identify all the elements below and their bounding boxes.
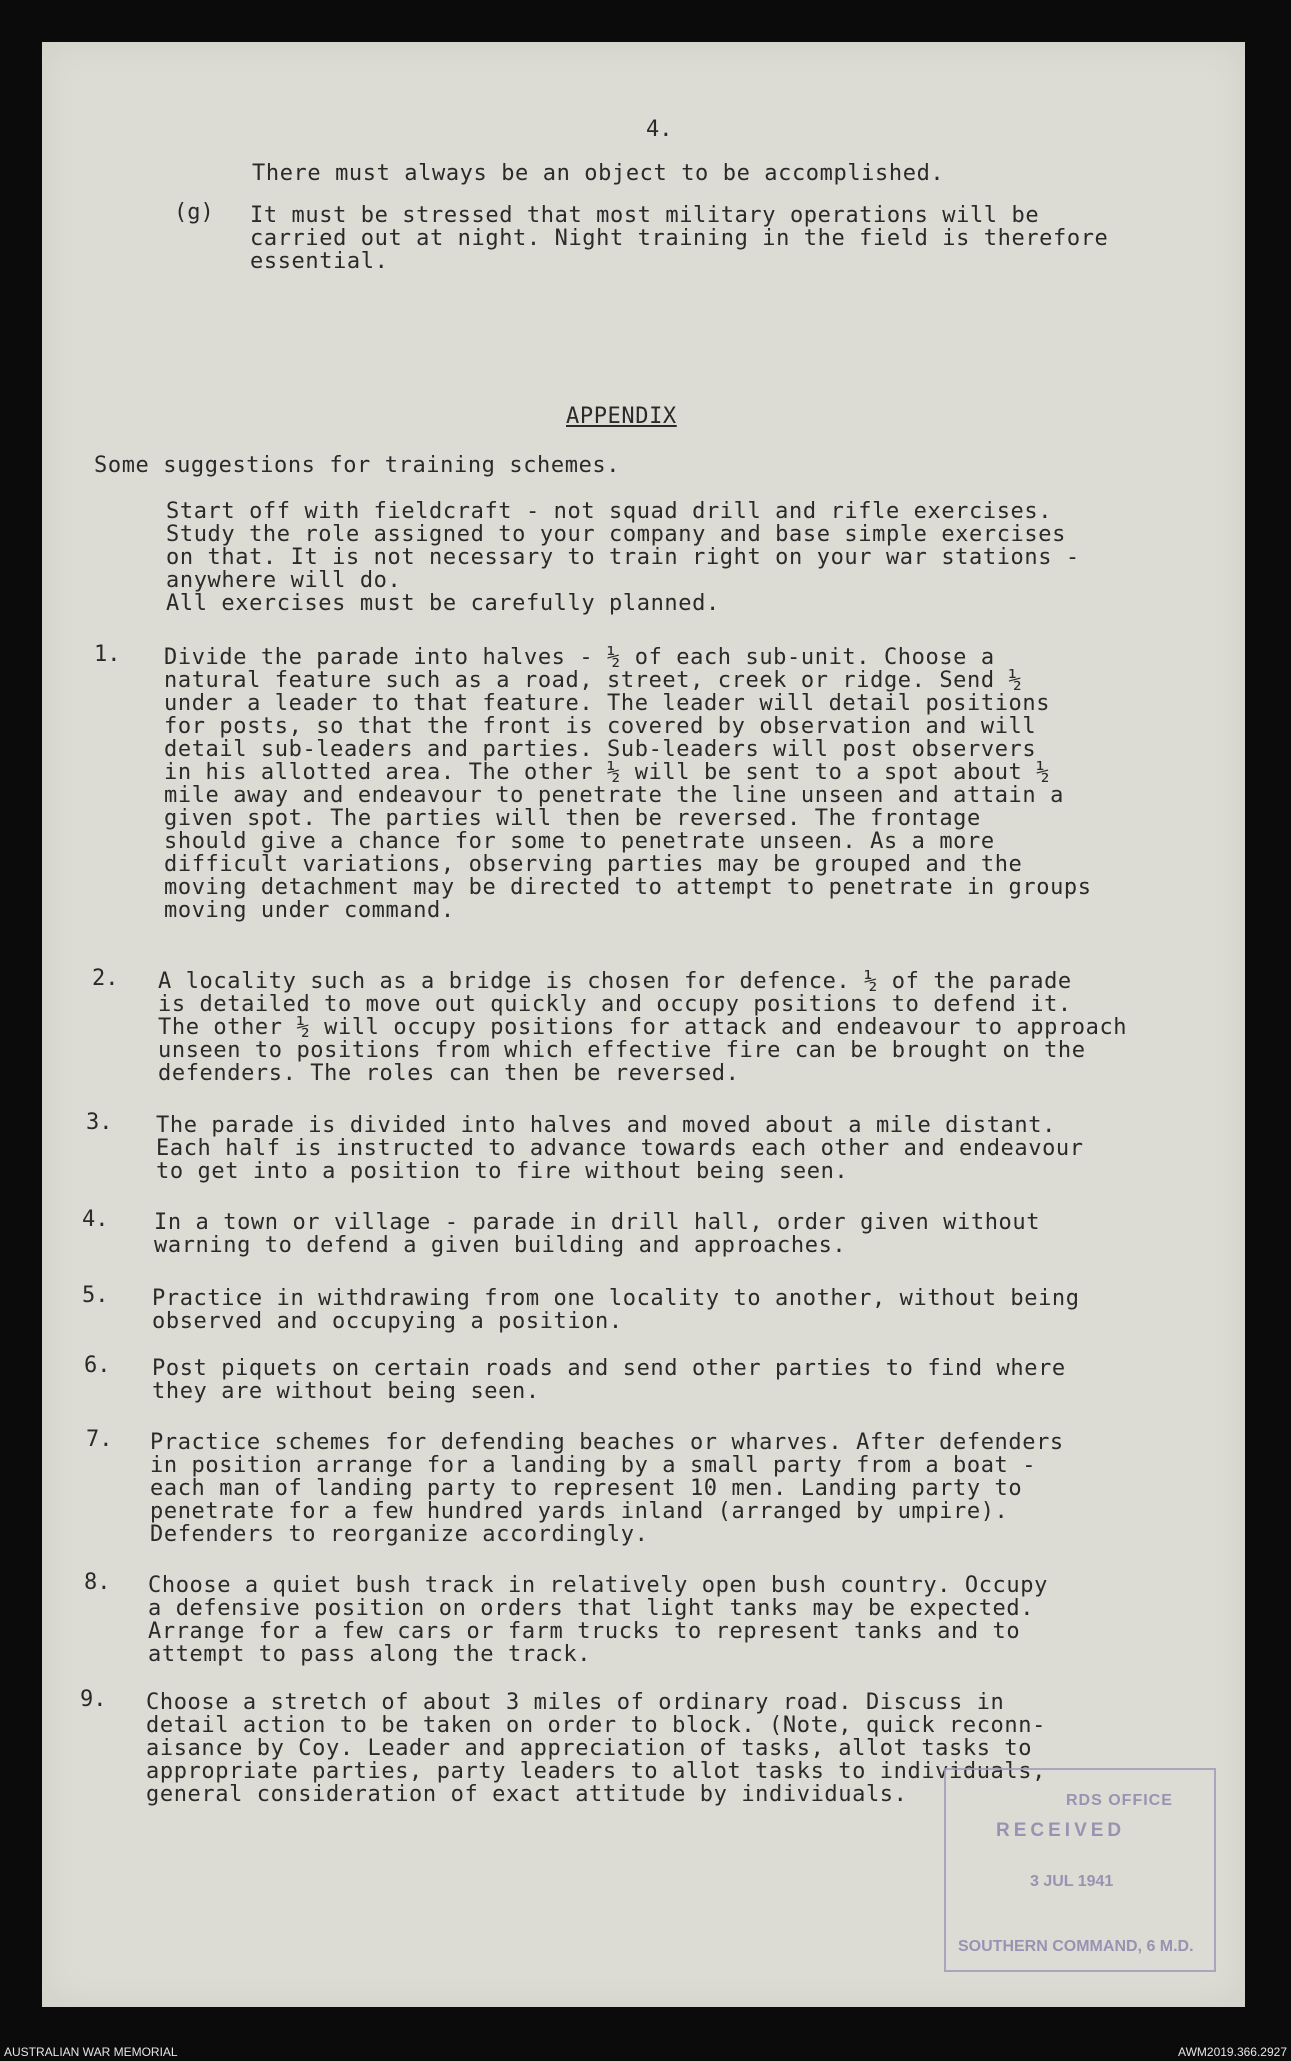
item-g-line: essential.	[250, 249, 389, 274]
item-number: 6.	[84, 1353, 111, 1378]
item-line: moving under command.	[164, 898, 455, 923]
item-line: In a town or village - parade in drill hall, order given without	[154, 1210, 1041, 1235]
appendix-preface-line: anywhere will do.	[166, 568, 402, 593]
item-line: appropriate parties, party leaders to allot tasks to individuals,	[146, 1759, 1046, 1784]
page-number: 4.	[646, 117, 673, 142]
item-line: defenders. The roles can then be reversed.	[158, 1061, 740, 1086]
footer-right: AWM2019.366.2927	[1178, 2045, 1287, 2059]
stamp-date: 3 JUL 1941	[1030, 1873, 1114, 1890]
item-line: each man of landing party to represent 10 men. Landing party to	[150, 1476, 1023, 1501]
item-line: is detailed to move out quickly and occupy positions to defend it.	[158, 992, 1072, 1017]
item-line: in his allotted area. The other ½ will be sent to a spot about ½	[164, 760, 1051, 785]
item-number: 4.	[82, 1207, 109, 1232]
item-line: under a leader to that feature. The leader will detail positions	[164, 691, 1051, 716]
appendix-preface-line: on that. It is not necessary to train right on your war stations -	[166, 545, 1080, 570]
item-line: penetrate for a few hundred yards inland (arranged by umpire).	[150, 1499, 1009, 1524]
document-page	[42, 42, 1245, 2007]
appendix-preface-line: All exercises must be carefully planned.	[166, 591, 720, 616]
stamp-command: SOUTHERN COMMAND, 6 M.D.	[958, 1938, 1194, 1955]
item-line: to get into a position to fire without being seen.	[156, 1159, 849, 1184]
appendix-intro: Some suggestions for training schemes.	[94, 453, 621, 478]
item-line: natural feature such as a road, street, creek or ridge. Send ½	[164, 668, 1023, 693]
item-line: in position arrange for a landing by a small party from a boat -	[150, 1453, 1037, 1478]
item-line: Choose a quiet bush track in relatively open bush country. Occupy	[148, 1573, 1048, 1598]
item-line: observed and occupying a position.	[152, 1309, 623, 1334]
item-g-line: carried out at night. Night training in the field is therefore	[250, 226, 1109, 251]
item-line: Practice schemes for defending beaches or wharves. After defenders	[150, 1430, 1064, 1455]
item-number: 3.	[86, 1110, 113, 1135]
stamp-received: RECEIVED	[996, 1820, 1126, 1841]
item-line: mile away and endeavour to penetrate the line unseen and attain a	[164, 783, 1064, 808]
item-line: a defensive position on orders that light tanks may be expected.	[148, 1596, 1035, 1621]
intro-line: There must always be an object to be accomplished.	[252, 161, 945, 186]
item-line: general consideration of exact attitude by individuals.	[146, 1782, 908, 1807]
item-number: 2.	[92, 966, 119, 991]
appendix-title: APPENDIX	[566, 404, 677, 429]
item-number: 5.	[82, 1283, 109, 1308]
item-line: Each half is instructed to advance towards each other and endeavour	[156, 1136, 1084, 1161]
item-line: Post piquets on certain roads and send other parties to find where	[152, 1356, 1066, 1381]
item-line: Practice in withdrawing from one locality to another, without being	[152, 1286, 1080, 1311]
item-line: aisance by Coy. Leader and appreciation of tasks, allot tasks to	[146, 1736, 1033, 1761]
item-line: given spot. The parties will then be reversed. The frontage	[164, 806, 981, 831]
item-number: 9.	[80, 1687, 107, 1712]
item-line: warning to defend a given building and approaches.	[154, 1233, 847, 1258]
item-g-line: It must be stressed that most military operations will be	[250, 203, 1040, 228]
item-line: moving detachment may be directed to attempt to penetrate in groups	[164, 875, 1092, 900]
item-line: Defenders to reorganize accordingly.	[150, 1522, 649, 1547]
item-line: The other ½ will occupy positions for attack and endeavour to approach	[158, 1015, 1128, 1040]
footer-left: AUSTRALIAN WAR MEMORIAL	[4, 2045, 178, 2059]
appendix-preface-line: Study the role assigned to your company and base simple exercises	[166, 522, 1066, 547]
item-line: they are without being seen.	[152, 1379, 540, 1404]
item-number: 7.	[86, 1427, 113, 1452]
item-line: detail sub-leaders and parties. Sub-leaders will post observers	[164, 737, 1037, 762]
appendix-preface-line: Start off with fieldcraft - not squad drill and rifle exercises.	[166, 499, 1053, 524]
item-line: attempt to pass along the track.	[148, 1642, 592, 1667]
item-line: unseen to positions from which effective fire can be brought on the	[158, 1038, 1086, 1063]
item-line: Divide the parade into halves - ½ of each sub-unit. Choose a	[164, 645, 995, 670]
item-line: The parade is divided into halves and moved about a mile distant.	[156, 1113, 1056, 1138]
received-stamp	[944, 1768, 1216, 1972]
item-line: should give a chance for some to penetrate unseen. As a more	[164, 829, 995, 854]
item-line: A locality such as a bridge is chosen for defence. ½ of the parade	[158, 969, 1072, 994]
stamp-office: RDS OFFICE	[1066, 1792, 1173, 1809]
item-number: 1.	[94, 642, 121, 667]
item-g-label: (g)	[174, 200, 214, 225]
item-line: detail action to be taken on order to block. (Note, quick reconn-	[146, 1713, 1046, 1738]
item-line: Arrange for a few cars or farm trucks to represent tanks and to	[148, 1619, 1021, 1644]
item-line: difficult variations, observing parties may be grouped and the	[164, 852, 1023, 877]
item-number: 8.	[84, 1570, 111, 1595]
item-line: Choose a stretch of about 3 miles of ordinary road. Discuss in	[146, 1690, 1005, 1715]
item-line: for posts, so that the front is covered by observation and will	[164, 714, 1037, 739]
